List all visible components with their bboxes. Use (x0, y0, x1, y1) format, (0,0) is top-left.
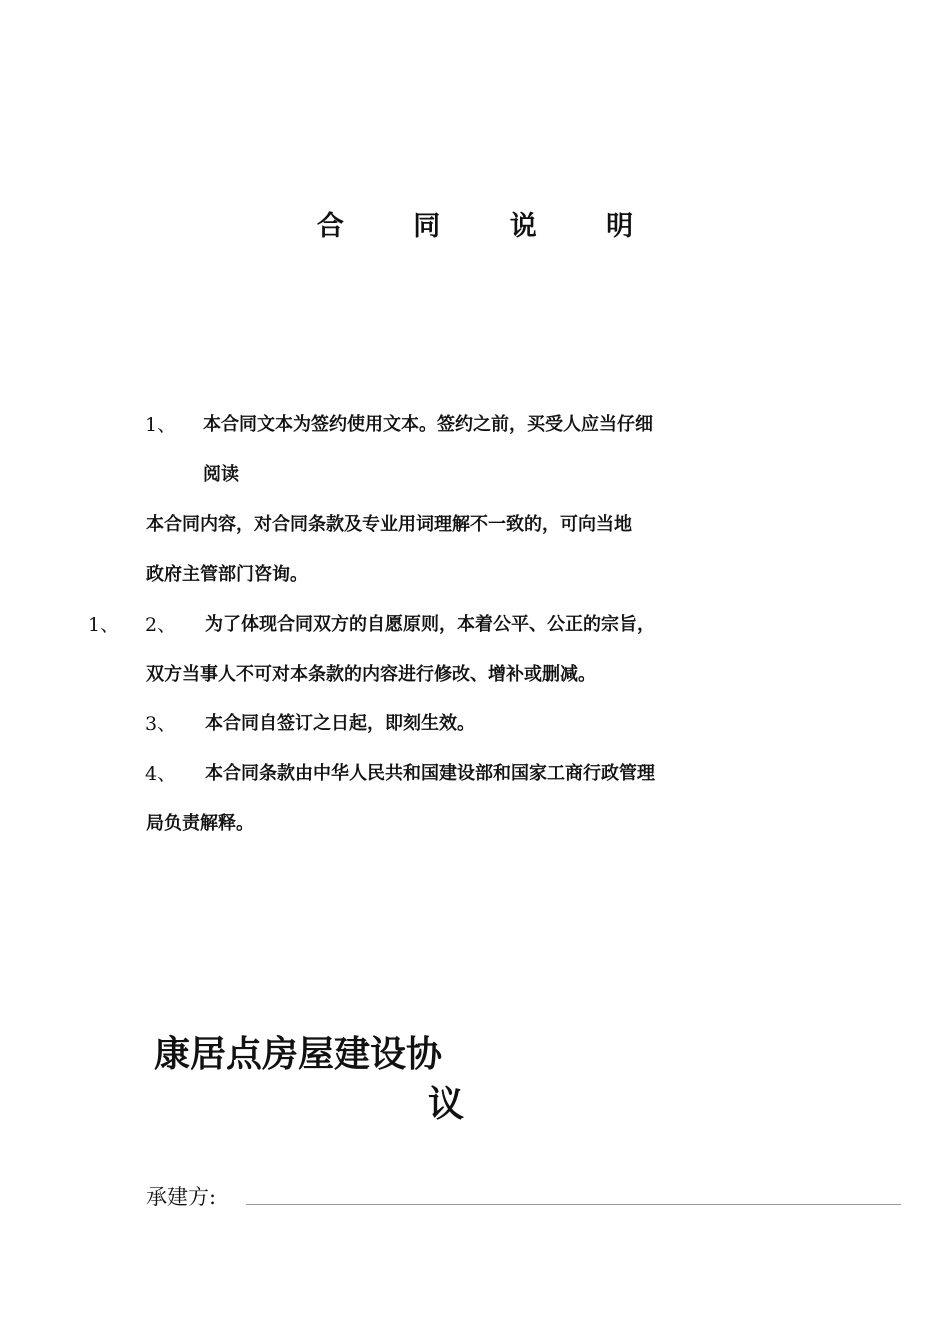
item-2-outer-number: 1、 (88, 614, 120, 636)
item-1-line-3: 本合同内容，对合同条款及专业用词理解不一致的，可向当地 (146, 514, 632, 535)
item-3-number: 3、 (145, 713, 177, 735)
item-1-line-1: 本合同文本为签约使用文本。签约之前，买受人应当仔细 (203, 414, 653, 435)
contractor-label: 承建方: (146, 1185, 217, 1209)
item-2-line-1: 为了体现合同双方的自愿原则，本着公平、公正的宗旨， (205, 614, 655, 635)
contractor-fill-line[interactable] (246, 1204, 901, 1205)
item-2-line-2: 双方当事人不可对本条款的内容进行修改、增补或删减。 (146, 664, 596, 685)
agreement-title (154, 1030, 464, 1130)
item-4-number: 4、 (145, 763, 177, 785)
item-1-line-4: 政府主管部门咨询。 (146, 564, 308, 585)
item-4-line-2: 局负责解释。 (146, 813, 254, 834)
item-2-number: 2、 (145, 614, 177, 636)
item-1-line-2: 阅读 (203, 464, 239, 485)
agreement-title-line-2: 议 (427, 1084, 464, 1125)
item-1-number: 1、 (145, 414, 177, 436)
item-3-line-1: 本合同自签订之日起，即刻生效。 (205, 713, 475, 734)
agreement-title-line-1: 康居点房屋建设协 (154, 1034, 443, 1075)
item-4-line-1: 本合同条款由中华人民共和国建设部和国家工商行政管理 (205, 763, 655, 784)
page-title: 合 同 说 明 (316, 211, 664, 242)
